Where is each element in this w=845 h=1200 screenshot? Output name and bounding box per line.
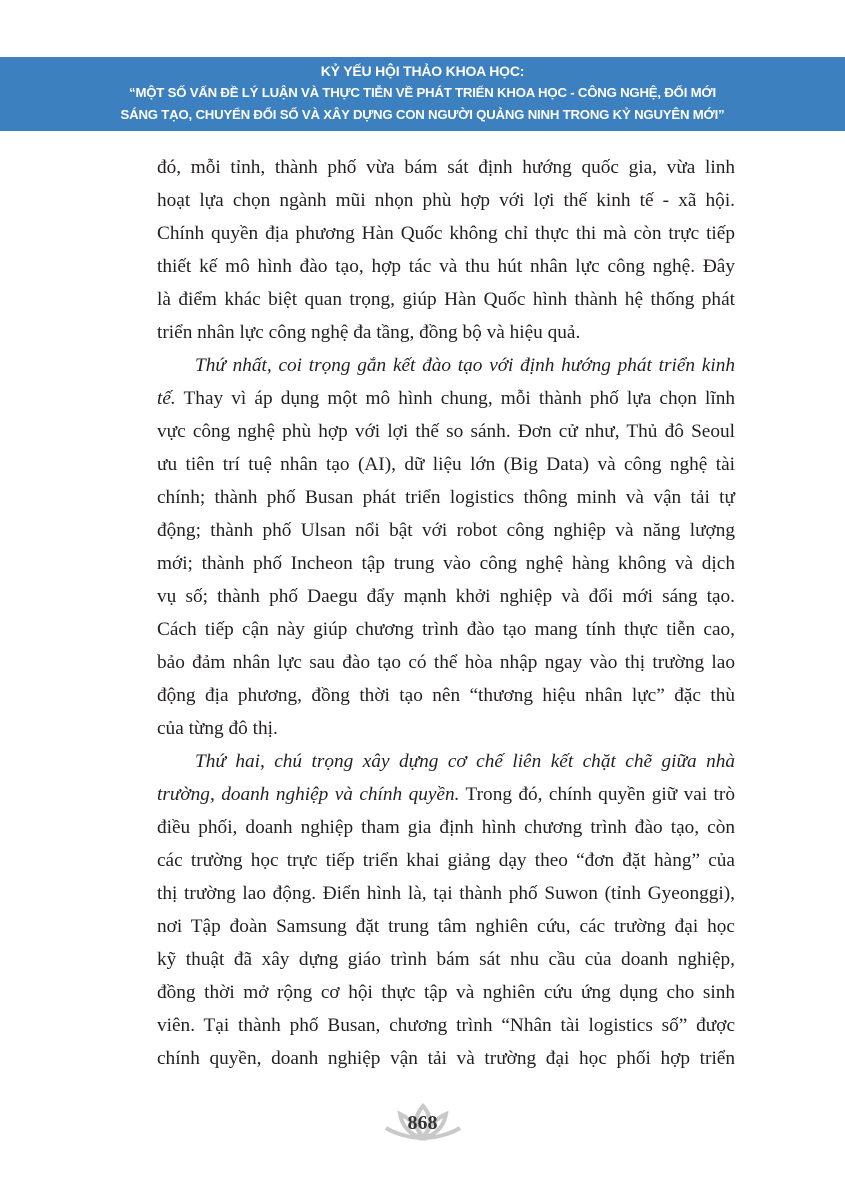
text-line: [157, 877, 735, 910]
line-text: hoạt lựa chọn ngành mũi nhọn phù hợp với lợi thế kinh tế - xã hội.: [157, 190, 735, 211]
line-text: Trong đó, chính quyền giữ vai trò: [459, 784, 735, 805]
text-line: [157, 910, 735, 943]
text-line: [157, 250, 735, 283]
text-line: [157, 184, 735, 217]
text-line: [157, 844, 735, 877]
conference-title-line-2: SÁNG TẠO, CHUYỂN ĐỔI SỐ VÀ XÂY DỰNG CON NGƯỜI QUẢNG NINH TRONG KỶ NGUYÊN MỚI”: [120, 107, 725, 122]
line-text: mới; thành phố Incheon tập trung vào công nghệ hàng không và dịch: [157, 553, 735, 574]
text-line: [157, 415, 735, 448]
text-line: [157, 646, 735, 679]
text-line: [157, 976, 735, 1009]
text-line: [157, 1042, 735, 1075]
italic-heading: trường, doanh nghiệp và chính quyền.: [157, 784, 460, 805]
line-text: kỹ thuật đã xây dựng giáo trình bám sát nhu cầu của doanh nghiệp,: [157, 949, 735, 970]
text-line: [157, 778, 735, 811]
line-text: chính quyền, doanh nghiệp vận tải và trường đại học phối hợp triển: [157, 1048, 735, 1069]
text-line: [157, 547, 735, 580]
text-line: [157, 811, 735, 844]
text-line: [157, 382, 735, 415]
line-text: của từng đô thị.: [157, 718, 278, 739]
header-band: [0, 57, 845, 131]
proceedings-title: KỶ YẾU HỘI THẢO KHOA HỌC:: [320, 63, 525, 79]
line-text: chính; thành phố Busan phát triển logistics thông minh và vận tải tự: [157, 487, 735, 508]
line-text: viên. Tại thành phố Busan, chương trình “Nhân tài logistics số” được: [157, 1015, 735, 1036]
line-text: đó, mỗi tỉnh, thành phố vừa bám sát định hướng quốc gia, vừa linh: [157, 157, 735, 178]
body-text: [157, 151, 735, 1075]
line-text: Thay vì áp dụng một mô hình chung, mỗi thành phố lựa chọn lĩnh: [175, 388, 735, 409]
line-text: ưu tiên trí tuệ nhân tạo (AI), dữ liệu lớn (Big Data) và công nghệ tài: [157, 454, 735, 475]
line-text: bảo đảm nhân lực sau đào tạo có thể hòa nhập ngay vào thị trường lao: [157, 652, 735, 673]
text-line: [157, 349, 735, 382]
text-line: [157, 151, 735, 184]
line-text: Cách tiếp cận này giúp chương trình đào tạo mang tính thực tiễn cao,: [157, 619, 735, 640]
page-number: 868: [407, 1112, 438, 1134]
line-text: Chính quyền địa phương Hàn Quốc không chỉ thực thi mà còn trực tiếp: [157, 223, 735, 244]
text-line: [157, 1009, 735, 1042]
text-line: [157, 514, 735, 547]
text-line: [157, 712, 735, 745]
italic-heading: Thứ hai, chú trọng xây dựng cơ chế liên kết chặt chẽ giữa nhà: [195, 751, 735, 772]
page-footer: [0, 1112, 845, 1135]
text-line: [157, 580, 735, 613]
line-text: thị trường lao động. Điển hình là, tại thành phố Suwon (tỉnh Gyeonggi),: [157, 883, 735, 904]
line-text: các trường học trực tiếp triển khai giảng dạy theo “đơn đặt hàng” của: [157, 850, 735, 871]
line-text: đồng thời mở rộng cơ hội thực tập và nghiên cứu ứng dụng cho sinh: [157, 982, 735, 1003]
text-line: [157, 679, 735, 712]
line-text: triển nhân lực công nghệ đa tầng, đồng bộ và hiệu quả.: [157, 322, 581, 343]
text-line: [157, 448, 735, 481]
text-line: [157, 283, 735, 316]
line-text: điều phối, doanh nghiệp tham gia định hình chương trình đào tạo, còn: [157, 817, 735, 838]
line-text: vụ số; thành phố Daegu đẩy mạnh khởi nghiệp và đổi mới sáng tạo.: [157, 586, 735, 607]
text-line: [157, 613, 735, 646]
conference-title-line-1: “MỘT SỐ VẤN ĐỀ LÝ LUẬN VÀ THỰC TIỄN VỀ PHÁT TRIỂN KHOA HỌC - CÔNG NGHỆ, ĐỔI MỚI: [129, 85, 716, 100]
line-text: động địa phương, đồng thời tạo nên “thương hiệu nhân lực” đặc thù: [157, 685, 735, 706]
line-text: vực công nghệ phù hợp với lợi thế so sánh. Đơn cử như, Thủ đô Seoul: [157, 421, 735, 442]
line-text: thiết kế mô hình đào tạo, hợp tác và thu hút nhân lực công nghệ. Đây: [157, 256, 735, 277]
text-line: [157, 217, 735, 250]
text-line: [157, 943, 735, 976]
line-text: động; thành phố Ulsan nổi bật với robot công nghiệp và năng lượng: [157, 520, 735, 541]
italic-heading: tế.: [157, 388, 176, 409]
line-text: nơi Tập đoàn Samsung đặt trung tâm nghiên cứu, các trường đại học: [157, 916, 735, 937]
italic-heading: Thứ nhất, coi trọng gắn kết đào tạo với định hướng phát triển kinh: [195, 355, 735, 376]
line-text: là điểm khác biệt quan trọng, giúp Hàn Quốc hình thành hệ thống phát: [157, 289, 735, 310]
text-line: [157, 745, 735, 778]
text-line: [157, 316, 735, 349]
text-line: [157, 481, 735, 514]
